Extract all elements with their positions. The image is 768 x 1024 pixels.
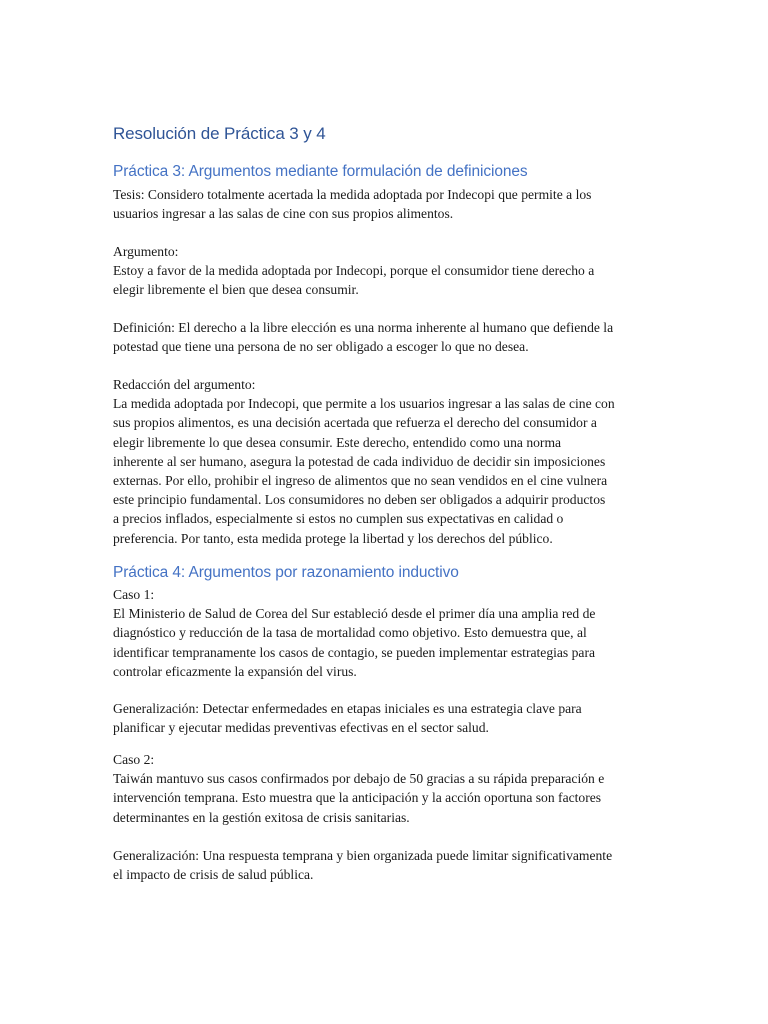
text-line: Caso 1:	[113, 587, 155, 602]
practica3-redaccion	[113, 375, 673, 548]
practica3-argumento	[113, 242, 673, 300]
text-line: a precios inflados, especialmente si estos no cumplen sus expectativas en calidad o	[113, 511, 564, 527]
document-title: Resolución de Práctica 3 y 4	[113, 124, 326, 143]
text-line: Generalización: Una respuesta temprana y bien organizada puede limitar significativamente	[113, 848, 613, 863]
practica4-caso1	[113, 585, 673, 681]
text-line: El Ministerio de Salud de Corea del Sur estableció desde el primer día una amplia red de	[113, 606, 596, 622]
text-line: el impacto de crisis de salud pública.	[113, 867, 314, 883]
text-line: inherente al ser humano, asegura la potestad de cada individuo de decidir sin imposiciones	[113, 453, 606, 469]
text-line: determinantes en la gestión exitosa de crisis sanitarias.	[113, 809, 410, 825]
text-line: preferencia. Por tanto, esta medida protege la libertad y los derechos del público.	[113, 530, 553, 546]
text-line: Generalización: Detectar enfermedades en etapas iniciales es una estrategia clave para	[113, 701, 582, 716]
practica3-heading: Práctica 3: Argumentos mediante formulación de definiciones	[113, 163, 528, 180]
text-line: intervención temprana. Esto muestra que la anticipación y la acción oportuna son factores	[113, 790, 602, 806]
text-line: Caso 2:	[113, 752, 155, 767]
text-line: sus propios alimentos, es una decisión acertada que refuerza el derecho del consumidor a	[113, 415, 597, 431]
text-line: Definición: El derecho a la libre elección es una norma inherente al humano que defiende la	[113, 320, 614, 335]
text-line: Redacción del argumento:	[113, 377, 256, 392]
text-line: elegir libremente el bien que desea consumir.	[113, 282, 359, 298]
practica3-definicion	[113, 318, 673, 356]
text-line: este principio fundamental. Los consumidores no deben ser obligados a adquirir productos	[113, 492, 606, 508]
text-line: externas. Por ello, prohibir el ingreso de alimentos que no sean vendidos en el cine vulnera	[113, 473, 608, 489]
text-line: identificar tempranamente los casos de contagio, se pueden implementar estrategias para	[113, 644, 596, 660]
text-line: Tesis: Considero totalmente acertada la medida adoptada por Indecopi que permite a los	[113, 187, 592, 202]
text-line: Estoy a favor de la medida adoptada por Indecopi, porque el consumidor tiene derecho a	[113, 263, 595, 279]
practica3-tesis	[113, 185, 673, 223]
practica4-generalizacion2	[113, 846, 673, 884]
practica4-caso2	[113, 750, 673, 827]
text-line: controlar eficazmente la expansión del virus.	[113, 663, 357, 679]
text-line: elegir libremente lo que desea consumir. Este derecho, entendido como una norma	[113, 434, 562, 450]
text-line: usuarios ingresar a las salas de cine con sus propios alimentos.	[113, 206, 454, 222]
practica4-heading: Práctica 4: Argumentos por razonamiento inductivo	[113, 564, 459, 581]
text-line: La medida adoptada por Indecopi, que permite a los usuarios ingresar a las salas de cine con	[113, 396, 615, 412]
text-line: Argumento:	[113, 244, 179, 259]
practica4-generalizacion1	[113, 699, 673, 737]
text-line: planificar y ejecutar medidas preventivas efectivas en el sector salud.	[113, 720, 489, 736]
text-line: diagnóstico y reducción de la tasa de mortalidad como objetivo. Esto demuestra que, al	[113, 625, 587, 641]
text-line: Taiwán mantuvo sus casos confirmados por debajo de 50 gracias a su rápida preparación e	[113, 771, 605, 787]
text-line: potestad que tiene una persona de no ser obligado a escoger lo que no desea.	[113, 339, 529, 355]
